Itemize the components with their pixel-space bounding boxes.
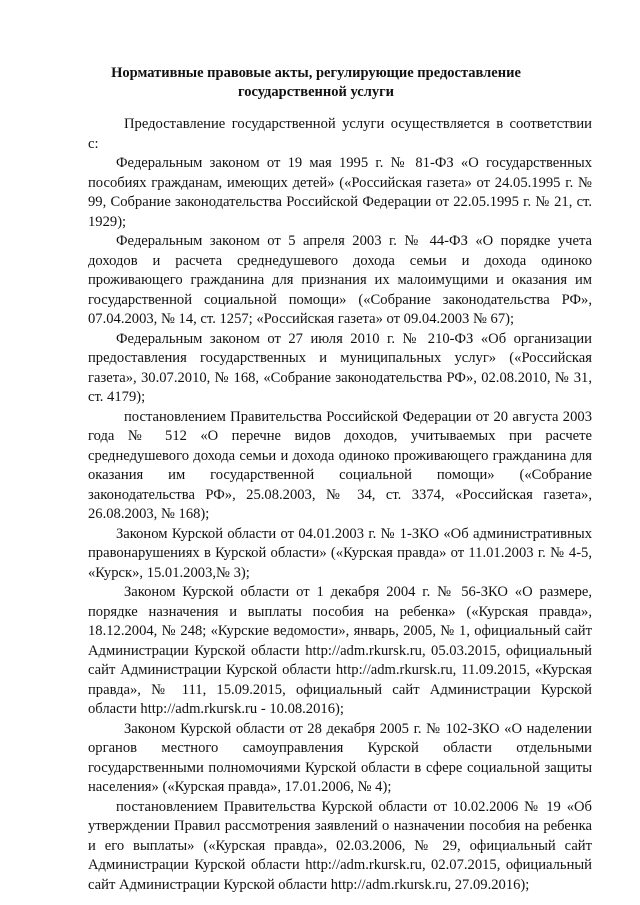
law-item-7: Законом Курской области от 28 декабря 2005 г. № 102-ЗКО «О наделении органов местного самоуправления Курской области отдельными государственными полномочиями Курской области в сфере социальной защиты населения» («Курская правда», 17.01.2006, № 4);	[88, 720, 592, 795]
law-item-1: Федеральным законом от 19 мая 1995 г. № 81-ФЗ «О государственных пособиях гражданам, имеющих детей» («Российская газета» от 24.05.1995 г. № 99, Собрание законодательства Российской Федерации от 22.05.1995 г. № 21, ст. 1929);	[88, 155, 592, 230]
intro-paragraph: Предоставление государственной услуги осуществляется в соответствии с:	[88, 116, 592, 152]
law-item-5: Законом Курской области от 04.01.2003 г. № 1-ЗКО «Об административных правонарушениях в Курской области» («Курская правда» от 11.01.2003 г. № 4-5, «Курск», 15.01.2003,№ 3);	[88, 525, 592, 581]
law-item-3: Федеральным законом от 27 июля 2010 г. № 210-ФЗ «Об организации предоставления государственных и муниципальных услуг» («Российская газета», 30.07.2010, № 168, «Собрание законодательства РФ», 02.08.2010, № 31, ст. 4179);	[88, 330, 592, 405]
document-body	[88, 115, 592, 895]
document-title	[96, 64, 536, 102]
law-item-2: Федеральным законом от 5 апреля 2003 г. № 44-ФЗ «О порядке учета доходов и расчета среднедушевого дохода семьи и дохода одиноко проживающего гражданина для признания их малоимущими и оказания им государственной социальной помощи» («Собрание законодательства РФ», 07.04.2003, № 14, ст. 1257; «Российская газета» от 09.04.2003 № 67);	[88, 233, 592, 327]
law-item-8: постановлением Правительства Курской области от 10.02.2006 № 19 «Об утверждении Правил рассмотрения заявлений о назначении пособия на ребенка и его выплаты» («Курская правда», 02.03.2006, № 29, официальный сайт Администрации Курской области http://adm.rkursk.ru, 02.07.2015, официальный сайт Администрации Курской области http://adm.rkursk.ru, 27.09.2016);	[88, 798, 592, 893]
title-line-1: Нормативные правовые акты, регулирующие предоставление	[111, 65, 521, 81]
law-item-4: постановлением Правительства Российской Федерации от 20 августа 2003 года № 512 «О перечне видов доходов, учитываемых при расчете среднедушевого дохода семьи и дохода одиноко проживающего гражданина для оказания им государственной социальной помощи» («Собрание законодательства РФ», 25.08.2003, № 34, ст. 3374, «Российская газета», 26.08.2003, № 168);	[88, 408, 592, 522]
law-item-6: Законом Курской области от 1 декабря 2004 г. № 56-ЗКО «О размере, порядке назначения и выплаты пособия на ребенка» («Курская правда», 18.12.2004, № 248; «Курские ведомости», январь, 2005, № 1, официальный сайт Администрации Курской области http://adm.rkursk.ru, 05.03.2015, официальный сайт Администрации Курской области http://adm.rkursk.ru, 11.09.2015, «Курская правда», № 111, 15.09.2015, официальный сайт Администрации Курской области http://adm.rkursk.ru - 10.08.2016);	[88, 584, 592, 717]
title-line-2: государственной услуги	[237, 84, 395, 100]
